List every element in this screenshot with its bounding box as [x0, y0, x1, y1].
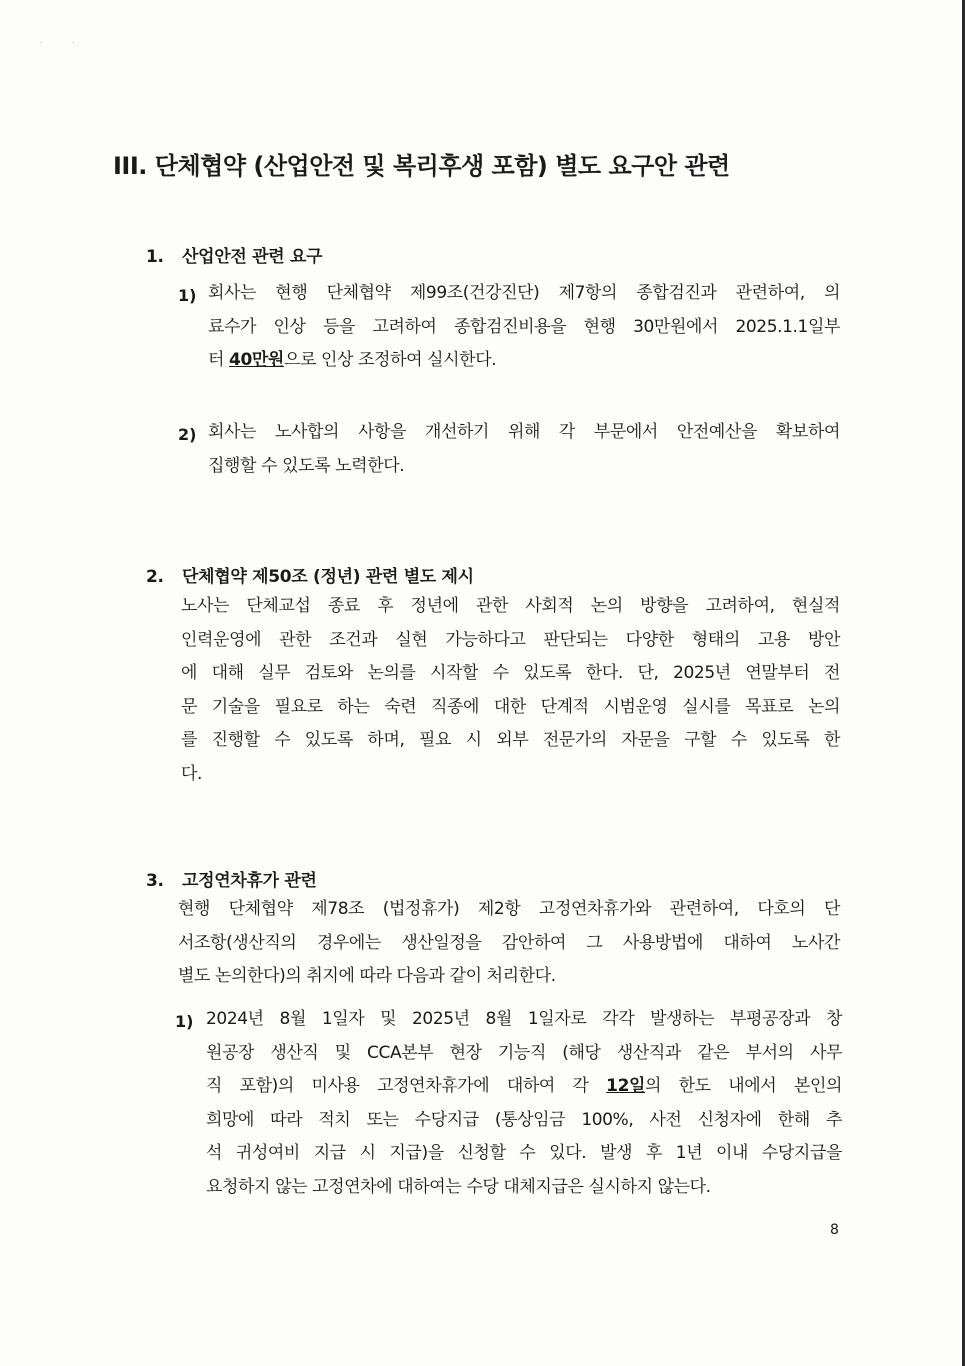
emphasized-amount: 40만원 [229, 350, 284, 370]
paragraph-line: 회사는 현행 단체협약 제99조(건강진단) 제7항의 종합검진과 관련하여, 의 [208, 283, 840, 303]
item-number: 1) [178, 286, 197, 305]
paragraph-line: 현행 단체협약 제78조 (법정휴가) 제2항 고정연차휴가와 관련하여, 다호의 단 [178, 899, 840, 919]
emphasized-days: 12일 [606, 1076, 646, 1096]
section-number: 2. [146, 567, 164, 587]
paragraph-line: 료수가 인상 등을 고려하여 종합검진비용을 현행 30만원에서 2025.1.1일부 [208, 316, 840, 337]
section-1-heading [146, 242, 322, 267]
section-number: 1. [146, 247, 164, 267]
item-number: 2) [178, 425, 197, 444]
scan-speck: · · [40, 40, 75, 47]
text-run: 터 [208, 350, 230, 370]
paragraph-line: 문 기술을 필요로 하는 숙련 직종에 대한 단계적 시범운영 실시를 목표로 논의 [181, 696, 840, 717]
text-run: 직 포함)의 미사용 고정연차휴가에 대하여 각 [206, 1076, 607, 1096]
section-3-heading [146, 866, 317, 891]
paragraph-line: 별도 논의한다)의 취지에 따라 다음과 같이 처리한다. [178, 966, 556, 986]
section-number: 3. [146, 871, 164, 891]
section-2-body [181, 590, 840, 791]
section-title: 산업안전 관련 요구 [182, 247, 323, 267]
section-title: 단체협약 제50조 (정년) 관련 별도 제시 [182, 567, 474, 587]
section-1-item-2 [208, 416, 840, 483]
paragraph-line: 를 진행할 수 있도록 하며, 필요 시 외부 전문가의 자문을 구할 수 있도록 한 [181, 730, 840, 750]
paragraph-line: 에 대해 실무 검토와 논의를 시작할 수 있도록 한다. 단, 2025년 연말부터 전 [181, 663, 840, 683]
section-title: 고정연차휴가 관련 [182, 871, 317, 891]
paragraph-line: 노사는 단체교섭 종료 후 정년에 관한 사회적 논의 방향을 고려하여, 현실적 [181, 596, 840, 616]
section-2-heading [146, 562, 474, 587]
paragraph-line: 서조항(생산직의 경우에는 생산일정을 감안하여 그 사용방법에 대하여 노사간 [178, 932, 840, 953]
paragraph-line [206, 1070, 842, 1104]
section-1-item-1 [208, 277, 840, 378]
paragraph-line: 석 귀성여비 지급 시 지급)을 신청할 수 있다. 발생 후 1년 이내 수당지급을 [206, 1143, 842, 1163]
paragraph-line: 집행할 수 있도록 노력한다. [208, 455, 405, 476]
section-3-body [178, 893, 840, 994]
paragraph-line: 요청하지 않는 고정연차에 대하여는 수당 대체지급은 실시하지 않는다. [206, 1176, 711, 1197]
paragraph-line: 원공장 생산직 및 CCA본부 현장 기능직 (해당 생산직과 같은 부서의 사무 [206, 1042, 842, 1063]
text-run: 의 한도 내에서 본인의 [645, 1076, 842, 1096]
paragraph-line: 희망에 따라 적치 또는 수당지급 (통상임금 100%, 사전 신청자에 한해 추 [206, 1109, 842, 1130]
paragraph-line [208, 344, 840, 378]
paragraph-line: 2024년 8월 1일자 및 2025년 8월 1일자로 각각 발생하는 부평공장과 창 [206, 1009, 842, 1029]
paragraph-line: 회사는 노사합의 사항을 개선하기 위해 각 부문에서 안전예산을 확보하여 [208, 422, 840, 442]
item-number: 1) [175, 1012, 194, 1031]
paragraph-line: 인력운영에 관한 조건과 실현 가능하다고 판단되는 다양한 형태의 고용 방안 [181, 629, 840, 650]
paragraph-line: 다. [181, 763, 203, 784]
section-3-item-1 [206, 1003, 842, 1204]
document-title: III. 단체협약 (산업안전 및 복리후생 포함) 별도 요구안 관련 [113, 152, 730, 180]
page-number: 8 [830, 1222, 839, 1238]
text-run: 으로 인상 조정하여 실시한다. [283, 350, 497, 370]
